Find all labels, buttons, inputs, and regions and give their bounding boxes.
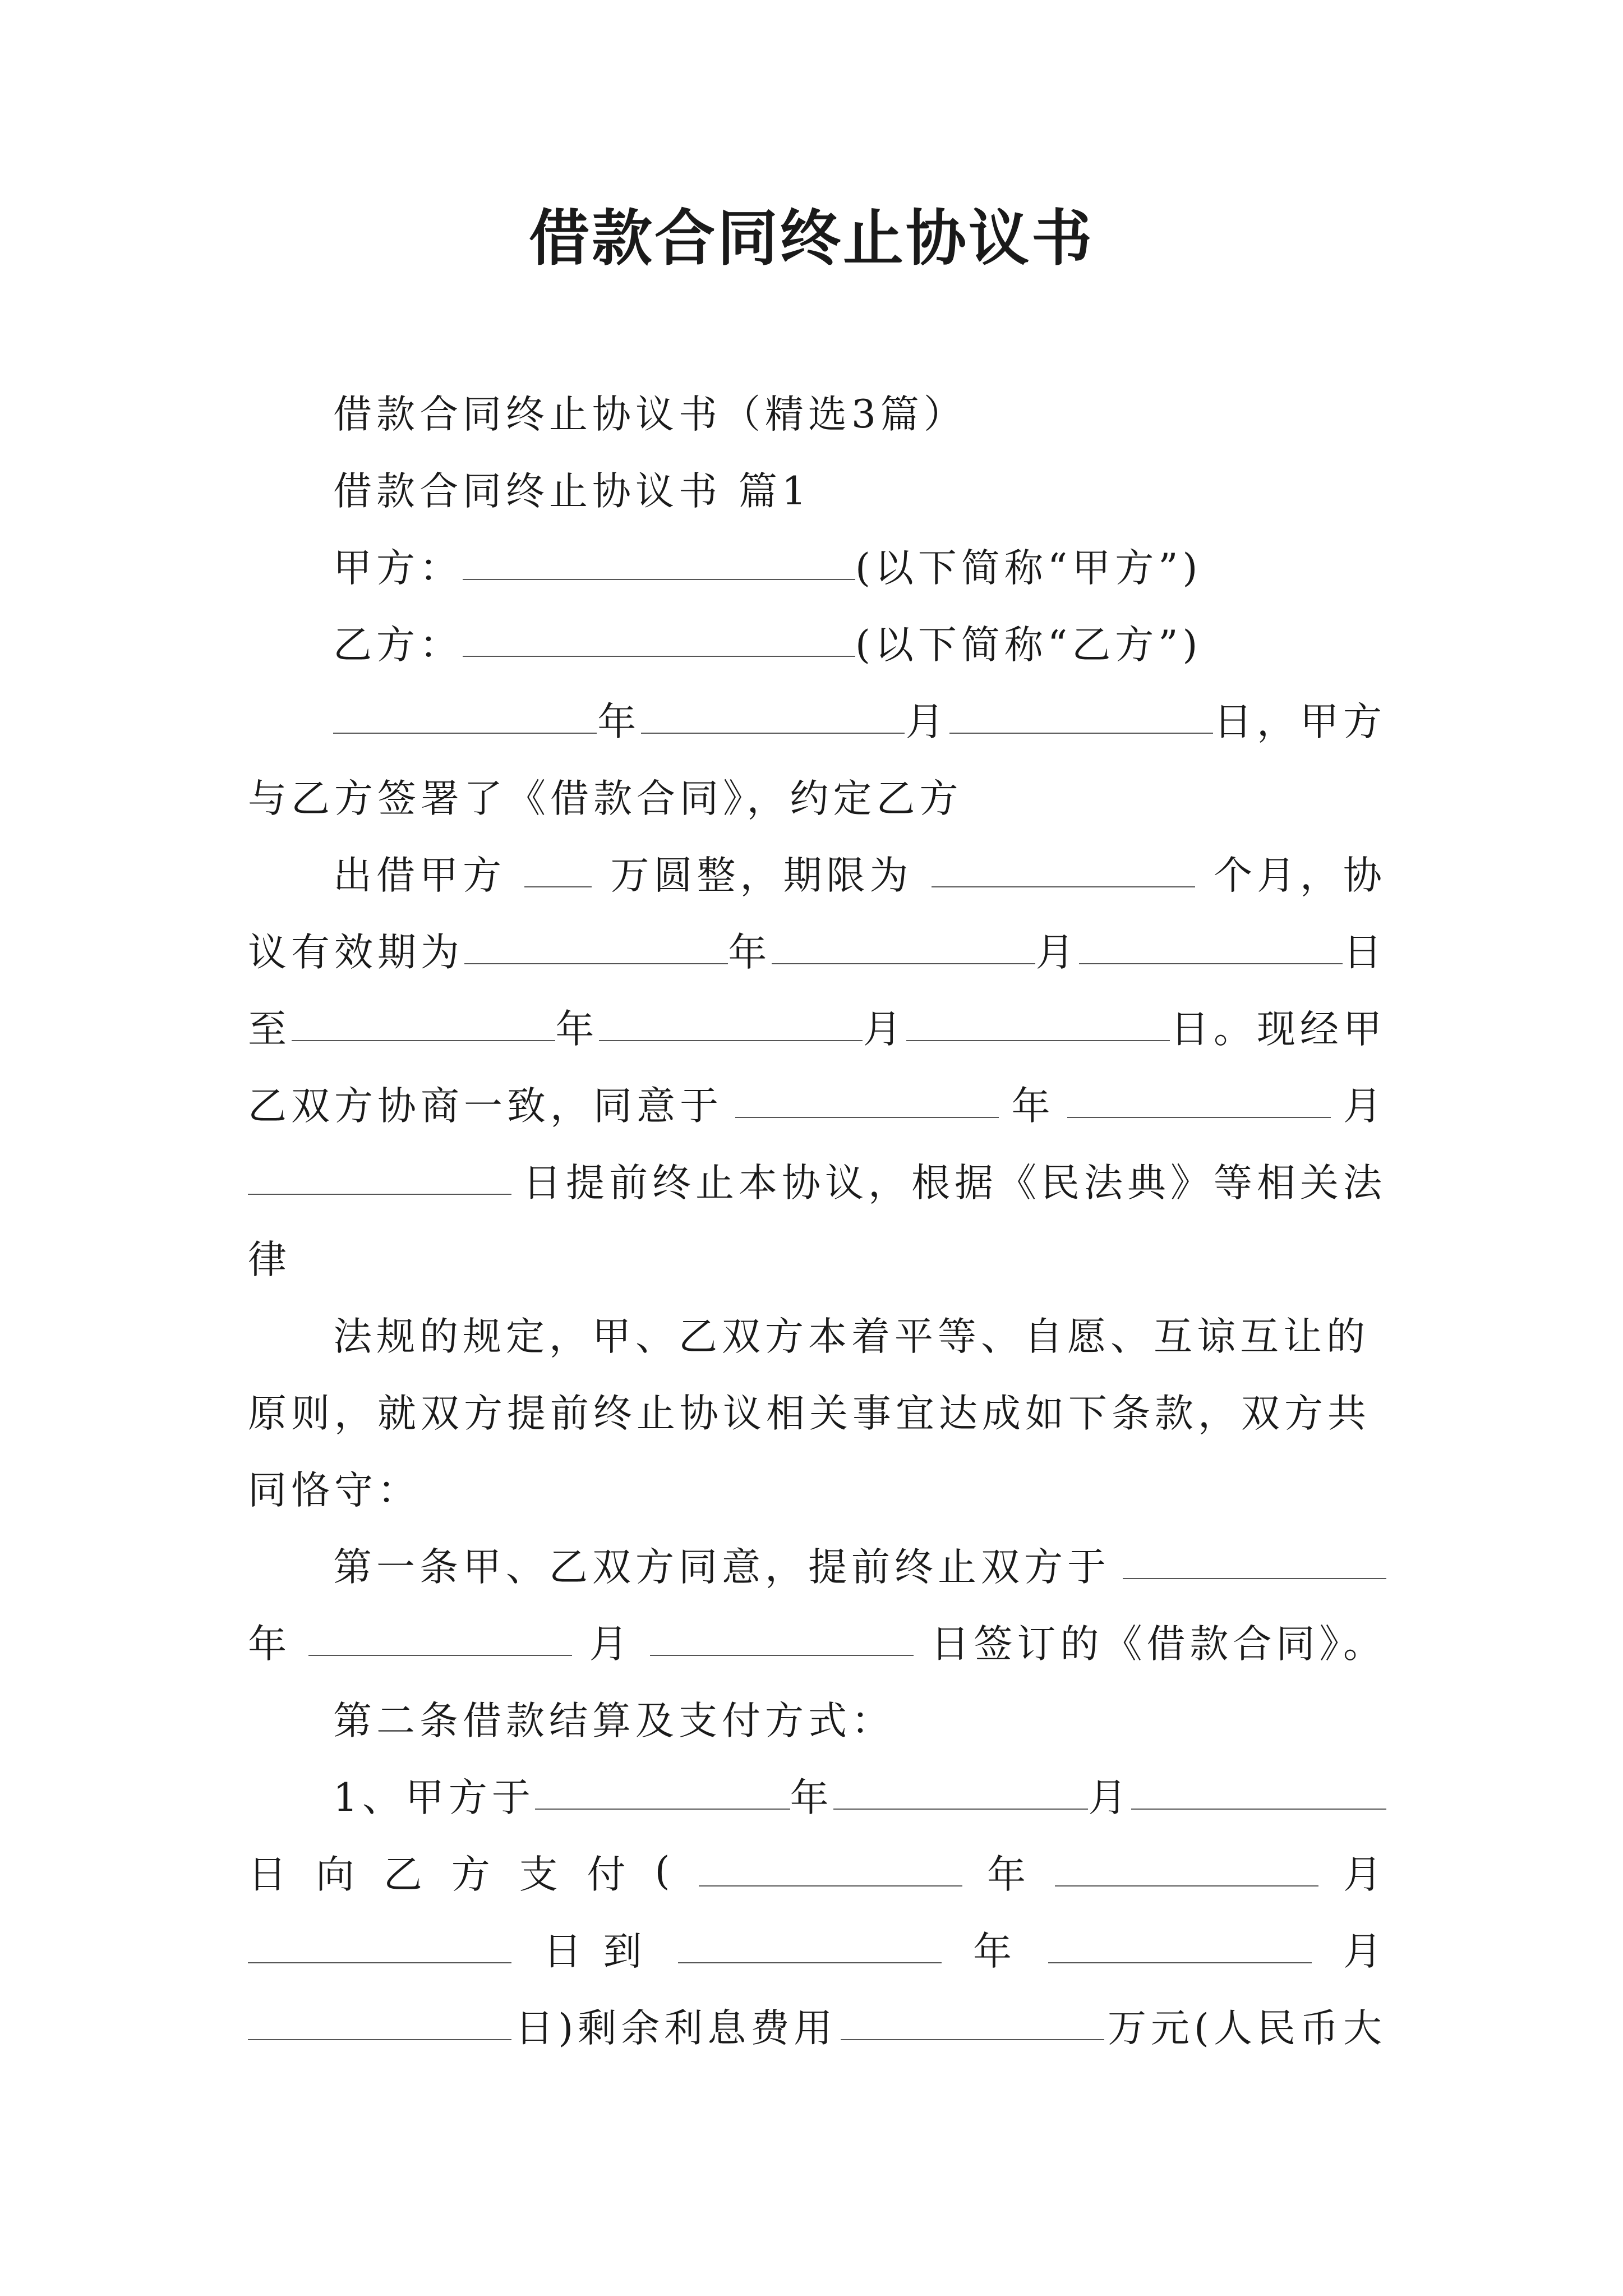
unit-month: 月 <box>1343 1852 1386 1897</box>
text-char: 付 <box>587 1852 630 1897</box>
unit-year: 年 <box>555 1007 599 1052</box>
party-b-alias: (以下简称“乙方”) <box>855 623 1202 668</box>
text-segment: 原则，就双方提前终止协议相关事宜达成如下条款，双方共 <box>248 1391 1371 1436</box>
item-1-line <box>248 1833 1386 1910</box>
text-segment: 乙双方协商一致，同意于 <box>248 1084 723 1129</box>
unit-year: 年 <box>1011 1084 1055 1129</box>
unit-year: 年 <box>987 1852 1031 1897</box>
paragraph-line <box>248 1448 1386 1525</box>
text-segment: 日。现经甲 <box>1170 1007 1386 1052</box>
text-char: 支 <box>519 1852 562 1897</box>
date-blank <box>1131 1773 1386 1810</box>
text-char: 日 <box>248 1852 291 1897</box>
paragraph-line <box>248 910 1386 987</box>
date-blank <box>1048 1926 1312 1963</box>
paragraph-line <box>248 834 1386 910</box>
date-blank <box>248 1926 511 1963</box>
text-segment: 日)剩余利息费用 <box>515 2006 837 2051</box>
unit-year: 年 <box>728 930 772 975</box>
party-b-line <box>248 603 1386 680</box>
date-blank <box>833 1773 1089 1810</box>
document-title: 借款合同终止协议书 <box>528 203 1094 274</box>
unit-month: 月 <box>1035 930 1079 975</box>
text-char: 向 <box>315 1852 359 1897</box>
item-1-line <box>248 1756 1386 1833</box>
subtitle-line <box>248 372 1386 449</box>
date-blank <box>1123 1542 1386 1579</box>
date-blank <box>333 697 597 734</box>
text-segment: 律 <box>248 1237 291 1282</box>
unit-month: 月 <box>1088 1775 1132 1820</box>
text-char: 乙 <box>383 1852 427 1897</box>
text-segment: 第一条甲、乙双方同意，提前终止双方于 <box>333 1545 1110 1590</box>
term-blank <box>932 850 1195 887</box>
text-segment: 日提前终止本协议，根据《民法典》等相关法 <box>523 1161 1386 1205</box>
text-segment: 日签订的《借款合同》。 <box>930 1622 1386 1667</box>
date-blank <box>292 1004 555 1041</box>
text-segment: 第二条借款结算及支付方式： <box>333 1699 895 1743</box>
party-a-line <box>248 526 1386 603</box>
text-segment: 日 到 <box>543 1929 647 1974</box>
paragraph-line <box>248 1064 1386 1141</box>
paragraph-line <box>248 1218 1386 1295</box>
article-1-line <box>248 1525 1386 1602</box>
party-a-alias: (以下简称“甲方”) <box>855 546 1202 591</box>
text-segment: 万元(人民币大 <box>1108 2006 1386 2051</box>
date-blank <box>772 927 1035 964</box>
paragraph-line <box>248 680 1386 757</box>
text-segment: 出借甲方 <box>333 853 506 898</box>
text-segment: 同恪守： <box>248 1468 421 1513</box>
item-1-line <box>248 1986 1386 2063</box>
unit-year: 年 <box>597 700 641 744</box>
party-b-label: 乙方： <box>333 623 463 668</box>
text-segment: 1、甲方于 <box>333 1775 535 1820</box>
date-blank <box>678 1926 942 1963</box>
unit-year: 年 <box>790 1775 833 1820</box>
text-char: ( <box>654 1848 675 1894</box>
unit-month: 月 <box>1343 1084 1386 1129</box>
article-1-line <box>248 1602 1386 1679</box>
paragraph-line <box>248 987 1386 1064</box>
date-blank <box>1079 927 1343 964</box>
unit-year: 年 <box>248 1622 291 1667</box>
document-body <box>248 372 1386 2063</box>
date-blank <box>641 697 905 734</box>
unit-month: 月 <box>905 700 949 744</box>
amount-blank <box>841 2003 1104 2040</box>
article-2-line <box>248 1679 1386 1756</box>
date-blank <box>308 1619 572 1656</box>
paragraph-line <box>248 1141 1386 1218</box>
party-a-label: 甲方： <box>333 546 463 591</box>
text-segment: 至 <box>248 1007 291 1052</box>
text-segment: 个月，协 <box>1214 853 1386 898</box>
paragraph-line <box>248 1372 1386 1448</box>
text-segment: 法规的规定，甲、乙双方本着平等、自愿、互谅互让的 <box>333 1314 1370 1359</box>
unit-month: 月 <box>589 1622 633 1667</box>
date-blank <box>464 927 728 964</box>
date-blank <box>1055 1849 1318 1887</box>
date-blank <box>248 1158 511 1195</box>
text-segment: 与乙方签署了《借款合同》，约定乙方 <box>248 776 963 821</box>
text-segment: 议有效期为 <box>248 930 464 975</box>
date-blank <box>599 1004 863 1041</box>
section-heading-line <box>248 449 1386 526</box>
unit-month: 月 <box>863 1007 906 1052</box>
subtitle: 借款合同终止协议书（精选3篇） <box>333 392 967 437</box>
text-segment: 万圆整，期限为 <box>610 853 913 898</box>
date-blank <box>735 1081 999 1118</box>
date-blank <box>248 2003 511 2040</box>
party-b-name-blank <box>463 620 855 657</box>
party-a-name-blank <box>463 543 855 580</box>
unit-month: 月 <box>1343 1929 1386 1974</box>
paragraph-line <box>248 757 1386 834</box>
date-blank <box>949 697 1213 734</box>
date-blank <box>535 1773 790 1810</box>
item-1-line <box>248 1910 1386 1986</box>
date-blank <box>699 1849 962 1887</box>
amount-blank <box>524 850 592 887</box>
date-blank <box>1067 1081 1331 1118</box>
unit-day: 日 <box>1343 930 1386 975</box>
text-segment: 日，甲方 <box>1213 700 1386 744</box>
text-char: 方 <box>451 1852 495 1897</box>
section-heading: 借款合同终止协议书 篇1 <box>333 469 811 514</box>
date-blank <box>650 1619 914 1656</box>
unit-year: 年 <box>973 1929 1017 1974</box>
date-blank <box>906 1004 1170 1041</box>
paragraph-line <box>248 1295 1386 1372</box>
